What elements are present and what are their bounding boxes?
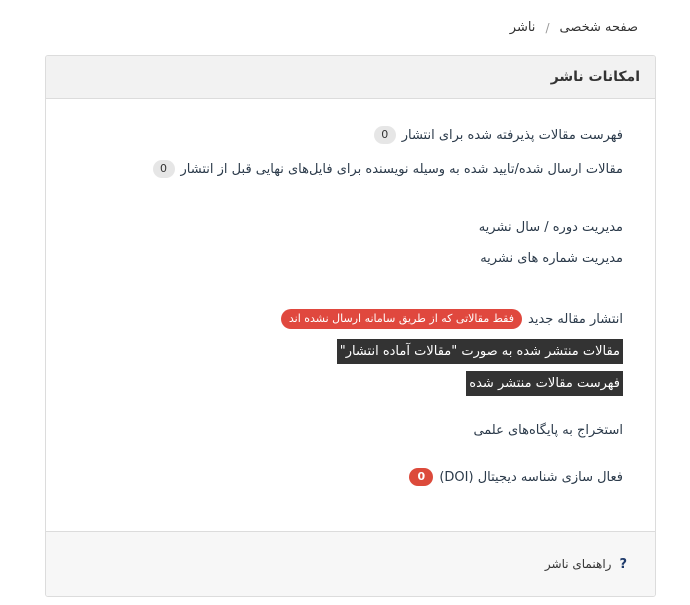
- manage-volume-link[interactable]: مدیریت دوره / سال نشریه: [478, 220, 623, 235]
- item-manage-issues[interactable]: [480, 251, 623, 266]
- approved-final-link[interactable]: مقالات ارسال شده/تایید شده به وسیله نویسنده برای فایل‌های نهایی قبل از انتشار: [180, 161, 623, 177]
- manage-issues-link[interactable]: مدیریت شماره های نشریه: [480, 251, 623, 266]
- doi-link[interactable]: فعال سازی شناسه دیجیتال (DOI): [439, 469, 623, 485]
- item-publish-new[interactable]: [281, 309, 623, 329]
- published-list-link[interactable]: فهرست مقالات منتشر شده: [466, 371, 623, 396]
- panel-body: [46, 99, 655, 532]
- published-ready-link[interactable]: مقالات منتشر شده به صورت "مقالات آماده انتشار": [337, 339, 623, 364]
- item-export-db[interactable]: [473, 423, 623, 438]
- breadcrumb: [510, 20, 638, 35]
- item-manage-volume[interactable]: [479, 220, 623, 235]
- item-published-ready[interactable]: [337, 339, 623, 364]
- breadcrumb-home[interactable]: صفحه شخصی: [559, 20, 638, 35]
- publish-new-note-badge: فقط مقالاتی که از طریق سامانه ارسال نشده اند: [281, 309, 522, 329]
- publisher-guide-link[interactable]: راهنمای ناشر: [544, 557, 612, 571]
- doi-count-badge: 0: [409, 468, 433, 486]
- panel-title: امکانات ناشر: [46, 56, 655, 99]
- approved-final-count-badge: 0: [153, 160, 175, 178]
- panel-footer: [46, 531, 655, 596]
- item-published-list[interactable]: [466, 371, 623, 396]
- publish-new-link[interactable]: انتشار مقاله جدید: [528, 311, 623, 327]
- accepted-count-badge: 0: [374, 126, 396, 144]
- breadcrumb-current: ناشر: [509, 20, 536, 35]
- accepted-list-link[interactable]: فهرست مقالات پذیرفته شده برای انتشار: [401, 127, 623, 143]
- breadcrumb-separator: /: [545, 20, 550, 35]
- export-db-link[interactable]: استخراج به پایگاه‌های علمی: [473, 423, 623, 438]
- item-doi[interactable]: [409, 468, 623, 486]
- publisher-panel: [45, 55, 656, 597]
- item-accepted-list[interactable]: [374, 126, 623, 144]
- question-icon: ?: [619, 556, 627, 572]
- item-approved-final[interactable]: [153, 160, 623, 178]
